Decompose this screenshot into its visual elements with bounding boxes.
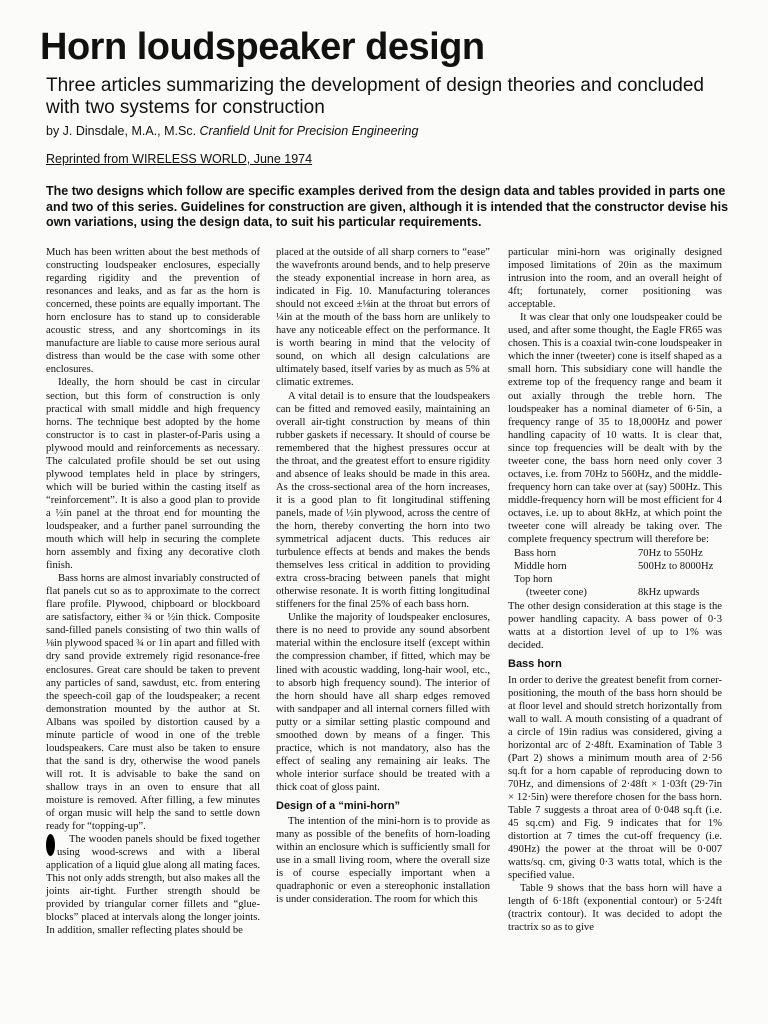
freq-label: Middle horn bbox=[514, 561, 567, 573]
col2-paragraph-3: Unlike the majority of loudspeaker enclosures, there is no need to provide any sound absorbent material within the enclosure itself (except within the compression chamber, if fitted, which may be lined with acoustic wadding, long-hair wool, etc., to absorb high frequency sound). The interior of the horn should have all sharp edges removed with sandpaper and all internal corners filled with putty or a similar setting plastic compound and smoothed down by means of a finger. This practice, which is not mandatory, also has the effect of sealing any remaining air leaks. The whole interior surface should be treated with a thick coat of gloss paint. bbox=[276, 612, 490, 793]
column-1 bbox=[46, 246, 260, 937]
table-row bbox=[508, 560, 722, 573]
freq-label: Top horn bbox=[514, 574, 553, 586]
ink-blot-mark bbox=[46, 834, 55, 856]
col3-paragraph-4: In order to derive the greatest benefit from corner-positioning, the mouth of the bass horn should be at floor level and should stretch horizontally from wall to wall. A mouth consisting of a quadrant of a circle of 19in radius was considered, giving a horizontal arc of 2·48ft. Examination of Table 3 (Part 2) shows a minimum mouth area of 2·56 sq.ft for a horn capable of reproducing down to 70Hz, and dimensions of 2·48ft × 1·03ft (29·7in × 12·5in) were therefore chosen for the bass horn. Table 7 suggests a throat area of 0·048 sq.ft (i.e. 45 sq.cm) and Fig. 9 indicates that for 1% distortion at 7 times the cut-off frequency (i.e. 490Hz) the power at the throat will be 0·007 watts/sq. cm, giving 0·3 watts total, which is the specified value. bbox=[508, 674, 722, 882]
section-heading-mini-horn: Design of a “mini-horn” bbox=[276, 799, 401, 812]
freq-label: Bass horn bbox=[514, 548, 557, 560]
col1-paragraph-4 bbox=[46, 833, 260, 937]
byline-author: by J. Dinsdale, M.A., M.Sc. bbox=[46, 124, 197, 138]
column-2 bbox=[276, 246, 490, 906]
col2-paragraph-2: A vital detail is to ensure that the loudspeakers can be fitted and removed easily, maintaining an overall air-tight construction by means of thin rubber gaskets if necessary. It should of course be remembered that the highest pressures occur at the throat, and the greatest effort to ensure rigidity and absence of leaks should be made in this area. As the cross-sectional area of the horn increases, it is a good plan to fit longitudinal stiffening panels, made of ½in plywood, across the centre of the horn, thereby converting the horn into two symmetrical adjacent ducts. This reduces air turbulence effects at bends and makes the bends themselves less critical in addition to providing extra cross-bracing between panels that might otherwise resonate. It is worth fitting longitudinal stiffeners for the final 25% of each bass horn. bbox=[276, 390, 490, 611]
reprint-note: Reprinted from WIRELESS WORLD, June 1974 bbox=[46, 152, 313, 166]
section-heading-bass-horn: Bass horn bbox=[508, 658, 562, 671]
article-title: Horn loudspeaker design bbox=[40, 26, 485, 68]
freq-range: 8kHz upwards bbox=[638, 587, 700, 599]
intro-paragraph: The two designs which follow are specific examples derived from the design data and tables provided in parts one and two of this series. Guidelines for construction are given, although it is intended that the constructor devise his own variations, using the design data, to suit his particular requirements. bbox=[46, 184, 729, 229]
col1-paragraph-3: Bass horns are almost invariably constructed of flat panels cut so as to approximate to the correct flare profile. Plywood, chipboard or blockboard are satisfactory, either ¾ or ½in thick. Composite sand-filled panels consisting of two thin walls of ⅛in plywood spaced ¾ or 1in apart and filled with dry sand provide extremely rigid resonance-free enclosures. Great care should be taken to prevent any particles of sand, sawdust, etc. from entering the speech-coil gap of the loudspeaker; a recent demonstration mounted by the author at St. Albans was spoiled by distortion caused by a minute particle of wood in one of the treble loudspeakers. Care must also be taken to ensure that the sand is dry, otherwise the wood panels will rot. It is advisable to bake the sand on shallow trays in an oven to ensure that all moisture is removed. After filling, a few minutes of organ music will help the sand to settle down ready for “topping-up”. bbox=[46, 573, 260, 833]
column-3 bbox=[508, 246, 722, 934]
table-row bbox=[508, 573, 722, 586]
col3-paragraph-2: It was clear that only one loudspeaker could be used, and after some thought, the Eagle FR65 was chosen. This is a coaxial twin-cone loudspeaker in which the inner (tweeter) cone is itself shaped as a small horn. This subsidiary cone will handle the extreme top of the frequency range and beam it out axially through the treble horn. The loudspeaker has a nominal diameter of 6·5in, a frequency range of 35 to 18,000Hz and power handling capacity of 10 watts. It is clear that, since top frequencies will be dealt with by the tweeter cone, the bass horn need only cover 3 octaves, i.e. from 70Hz to 560Hz, and the middle-frequency horn can take over at (say) 500Hz. This middle-frequency horn will be most efficient for 4 octaves, i.e. up to about 8kHz, at which point the tweeter cone will already be taking over. The complete frequency spectrum will therefore be: bbox=[508, 312, 722, 546]
col1-paragraph-1: Much has been written about the best methods of constructing loudspeaker enclosures, especially regarding rigidity and the prevention of resonances and leaks, and as far as the horn is concerned, these points are equally important. The horn enclosure has to stand up to considerable acoustic stress, and any shortcomings in its manufacture are liable to cause more serious aural distress than would be the case with some other enclosures. bbox=[46, 247, 260, 376]
byline-affiliation: Cranfield Unit for Precision Engineering bbox=[199, 124, 419, 138]
freq-range: 70Hz to 550Hz bbox=[638, 548, 703, 560]
frequency-table bbox=[508, 547, 722, 599]
article-subtitle: Three articles summarizing the development of design theories and concluded with two systems for construction bbox=[46, 75, 704, 118]
freq-range bbox=[638, 573, 722, 586]
table-row bbox=[508, 586, 722, 599]
col1-paragraph-2: Ideally, the horn should be cast in circular section, but this form of construction is only practical with small middle and high frequency horns. The technique best adopted by the home constructor is to cast in plaster-of-Paris using a plywood mould and reinforcements as necessary. The calculated profile should be set out using plywood templates held in place by stringers, which will be buried within the casting itself as “reinforcement”. It is also a good plan to provide a ½in panel at the throat end for mounting the loudspeaker, and a further panel surrounding the mouth which will help in securing the complete horn assembly and fixing any decorative cloth finish. bbox=[46, 377, 260, 572]
col2-paragraph-4: The intention of the mini-horn is to provide as many as possible of the benefits of horn-loading within an enclosure which is sufficiently small for use in a small living room, where the overall size is of course especially important when a quadraphonic or even a stereophonic installation is under consideration. The room for which this bbox=[276, 816, 490, 906]
freq-range: 500Hz to 8000Hz bbox=[638, 561, 714, 573]
col2-paragraph-1: placed at the outside of all sharp corners to “ease” the wavefronts around bends, and to help preserve the steady exponential increase in horn area, as indicated in Fig. 10. Manufacturing tolerances should not exceed ±⅛in at the throat but errors of ¼in at the mouth of the bass horn are unlikely to have any noticeable effect on the performance. It is worth bearing in mind that the velocity of sound, on which all design calculations are ultimately based, itself varies by as much as 5% at climatic extremes. bbox=[276, 247, 490, 389]
table-row bbox=[508, 547, 722, 560]
col3-paragraph-1: particular mini-horn was originally designed imposed limitations of 20in as the maximum intrusion into the room, and an overall height of 4ft; fortunately, corner positioning was acceptable. bbox=[508, 247, 722, 311]
freq-label: (tweeter cone) bbox=[526, 587, 587, 599]
col3-paragraph-3: The other design consideration at this stage is the power handling capacity. A bass power of 0·3 watts at a distortion level of up to 1% was decided. bbox=[508, 601, 722, 652]
col3-paragraph-5: Table 9 shows that the bass horn will have a length of 6·18ft (exponential contour) or 5·24ft (tractrix contour). It was decided to adopt the tractrix so as to give bbox=[508, 883, 722, 934]
byline bbox=[46, 124, 418, 138]
col1-paragraph-4-text: The wooden panels should be fixed together using wood-screws and with a liberal application of a liquid glue along all mating faces. This not only adds strength, but also makes all the joints air-tight. Further strength should be provided by triangular corner fillets and “glue-blocks” placed at intervals along the longer joints. In addition, smaller reflecting plates should be bbox=[46, 834, 260, 937]
